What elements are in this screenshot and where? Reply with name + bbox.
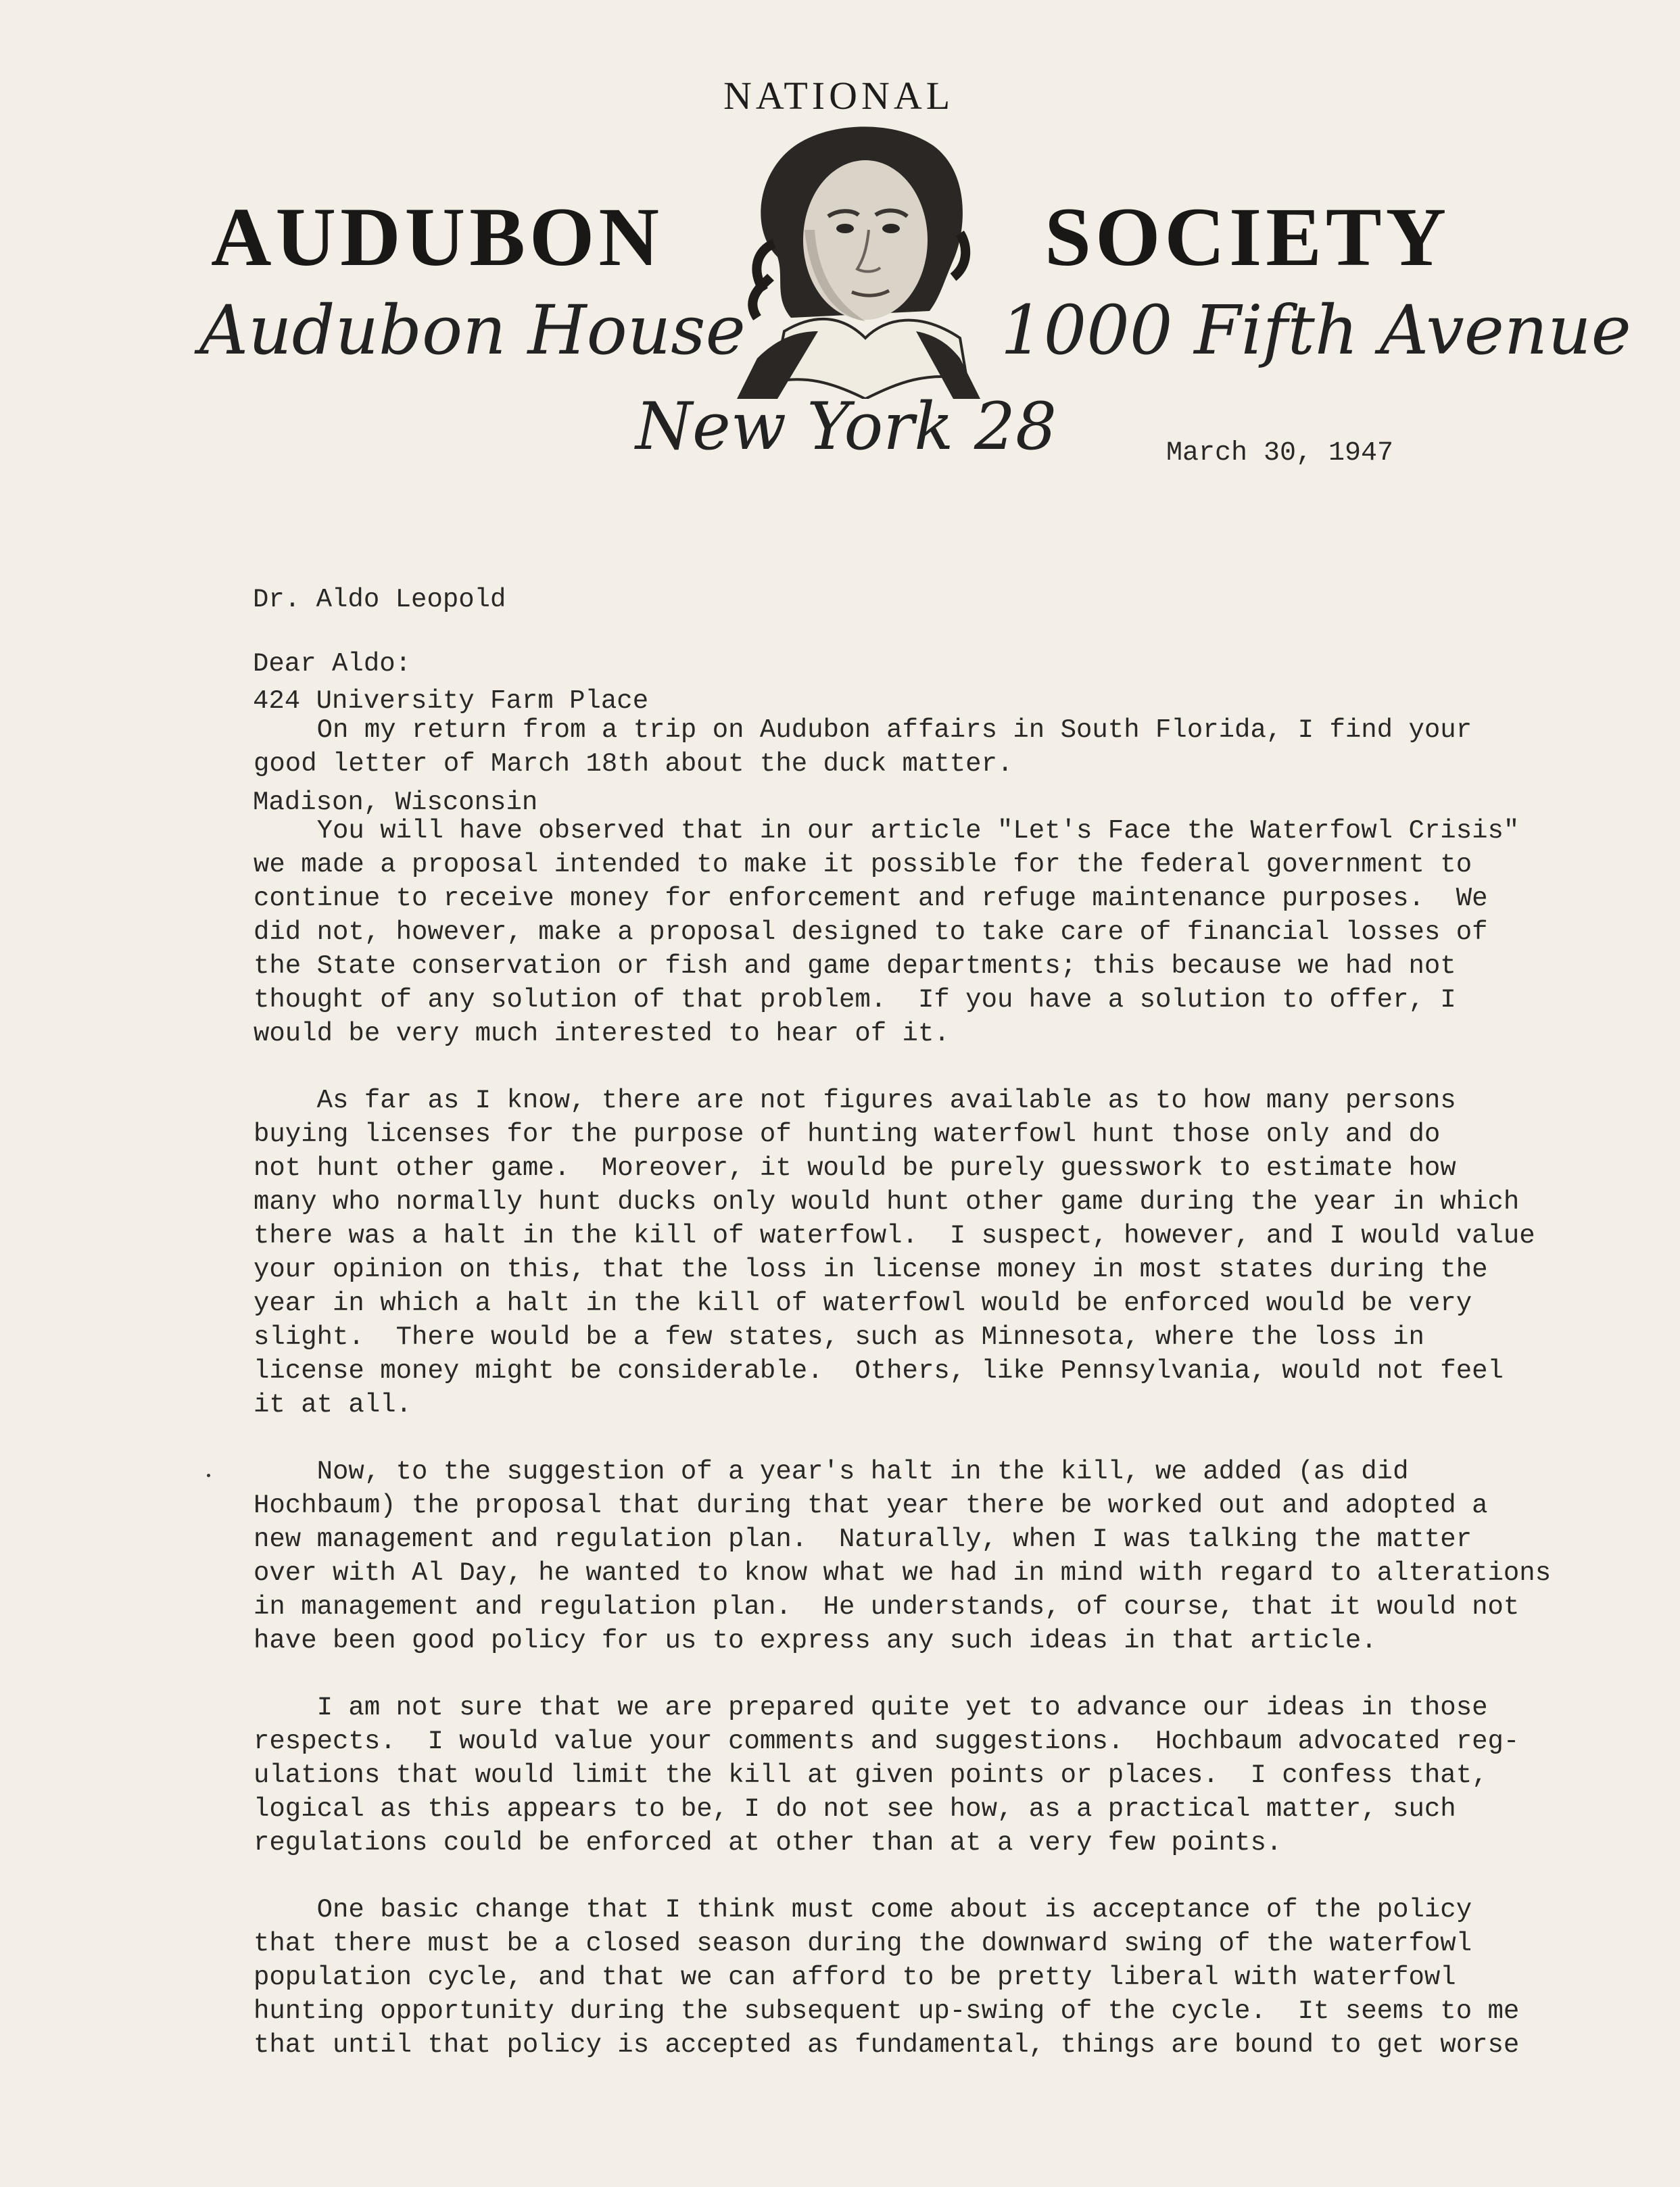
paragraph-line: logical as this appears to be, I do not see how, as a practical matter, such — [254, 1794, 1456, 1824]
paragraph-line: regulations could be enforced at other than at a very few points. — [254, 1828, 1282, 1858]
paragraph-line: your opinion on this, that the loss in license money in most states during the — [254, 1255, 1488, 1284]
paragraph-line: over with Al Day, he wanted to know what we had in mind with regard to alterations — [254, 1558, 1552, 1588]
paragraph — [254, 1455, 1633, 1658]
paragraph-line: new management and regulation plan. Naturally, when I was talking the matter — [254, 1524, 1472, 1554]
paragraph — [254, 713, 1633, 781]
recipient-street: 424 University Farm Place — [253, 686, 649, 716]
paragraph-line: not hunt other game. Moreover, it would be purely guesswork to estimate how — [254, 1153, 1456, 1183]
letter-body — [254, 713, 1633, 2095]
paragraph — [254, 1893, 1633, 2062]
paragraph-line: ulations that would limit the kill at given points or places. I confess that, — [254, 1760, 1488, 1790]
letterhead-avenue: 1000 Fifth Avenue — [1001, 291, 1631, 370]
paragraph — [254, 1084, 1633, 1422]
paragraph-line: that until that policy is accepted as fundamental, things are bound to get worse — [254, 2030, 1520, 2060]
paragraph-line: hunting opportunity during the subsequent up-swing of the cycle. It seems to me — [254, 1996, 1520, 2026]
paragraph-line: As far as I know, there are not figures available as to how many persons — [254, 1086, 1456, 1115]
paragraph-line: respects. I would value your comments and suggestions. Hochbaum advocated reg- — [254, 1727, 1520, 1756]
paragraph-line: in management and regulation plan. He understands, of course, that it would not — [254, 1592, 1520, 1622]
paragraph-line: I am not sure that we are prepared quite yet to advance our ideas in those — [254, 1693, 1488, 1723]
letterhead-house: Audubon House — [199, 291, 746, 370]
letterhead-audubon: AUDUBON — [211, 191, 663, 283]
letterhead-national: NATIONAL — [723, 74, 955, 118]
recipient-city: Madison, Wisconsin — [253, 788, 538, 817]
paragraph-line: buying licenses for the purpose of hunting waterfowl hunt those only and do — [254, 1120, 1441, 1149]
letterhead — [0, 0, 1680, 473]
paragraph — [254, 1691, 1633, 1860]
letter-date: March 30, 1947 — [1166, 438, 1394, 468]
paragraph-line: would be very much interested to hear of it. — [254, 1019, 950, 1049]
paragraph-line: have been good policy for us to express any such ideas in that article. — [254, 1626, 1377, 1656]
paragraph-line: Hochbaum) the proposal that during that year there be worked out and adopted a — [254, 1491, 1488, 1520]
paragraph-line: thought of any solution of that problem. If you have a solution to offer, I — [254, 985, 1456, 1015]
paragraph-line: continue to receive money for enforcement and refuge maintenance purposes. We — [254, 884, 1488, 913]
paragraph-line: license money might be considerable. Others, like Pennsylvania, would not feel — [254, 1356, 1504, 1386]
recipient-name: Dr. Aldo Leopold — [253, 585, 506, 615]
paragraph-line: You will have observed that in our article "Let's Face the Waterfowl Crisis" — [254, 816, 1520, 846]
paragraph — [254, 814, 1633, 1051]
letterhead-society: SOCIETY — [1045, 191, 1451, 283]
salutation: Dear Aldo: — [253, 649, 412, 679]
paragraph-line: it at all. — [254, 1390, 412, 1420]
paragraph-line: did not, however, make a proposal designed to take care of financial losses of — [254, 917, 1488, 947]
margin-mark — [207, 1474, 210, 1477]
paragraph-line: slight. There would be a few states, such as Minnesota, where the loss in — [254, 1322, 1424, 1352]
letterhead-city: New York 28 — [635, 389, 1057, 464]
paragraph-line: good letter of March 18th about the duck matter. — [254, 749, 1013, 779]
paragraph-line: that there must be a closed season during the downward swing of the waterfowl — [254, 1929, 1472, 1958]
paragraph-line: many who normally hunt ducks only would hunt other game during the year in which — [254, 1187, 1520, 1217]
paragraph-line: On my return from a trip on Audubon affairs in South Florida, I find your — [254, 715, 1472, 745]
paragraph-line: year in which a halt in the kill of waterfowl would be enforced would be very — [254, 1289, 1472, 1318]
paragraph-line: the State conservation or fish and game departments; this because we had not — [254, 951, 1456, 981]
paragraph-line: we made a proposal intended to make it possible for the federal government to — [254, 850, 1472, 880]
paragraph-line: Now, to the suggestion of a year's halt in the kill, we added (as did — [254, 1457, 1409, 1487]
audubon-portrait-icon — [737, 115, 980, 399]
paragraph-line: population cycle, and that we can afford to be pretty liberal with waterfowl — [254, 1963, 1456, 1992]
paragraph-line: there was a halt in the kill of waterfowl. I suspect, however, and I would value — [254, 1221, 1535, 1251]
paragraph-line: One basic change that I think must come about is acceptance of the policy — [254, 1895, 1472, 1925]
